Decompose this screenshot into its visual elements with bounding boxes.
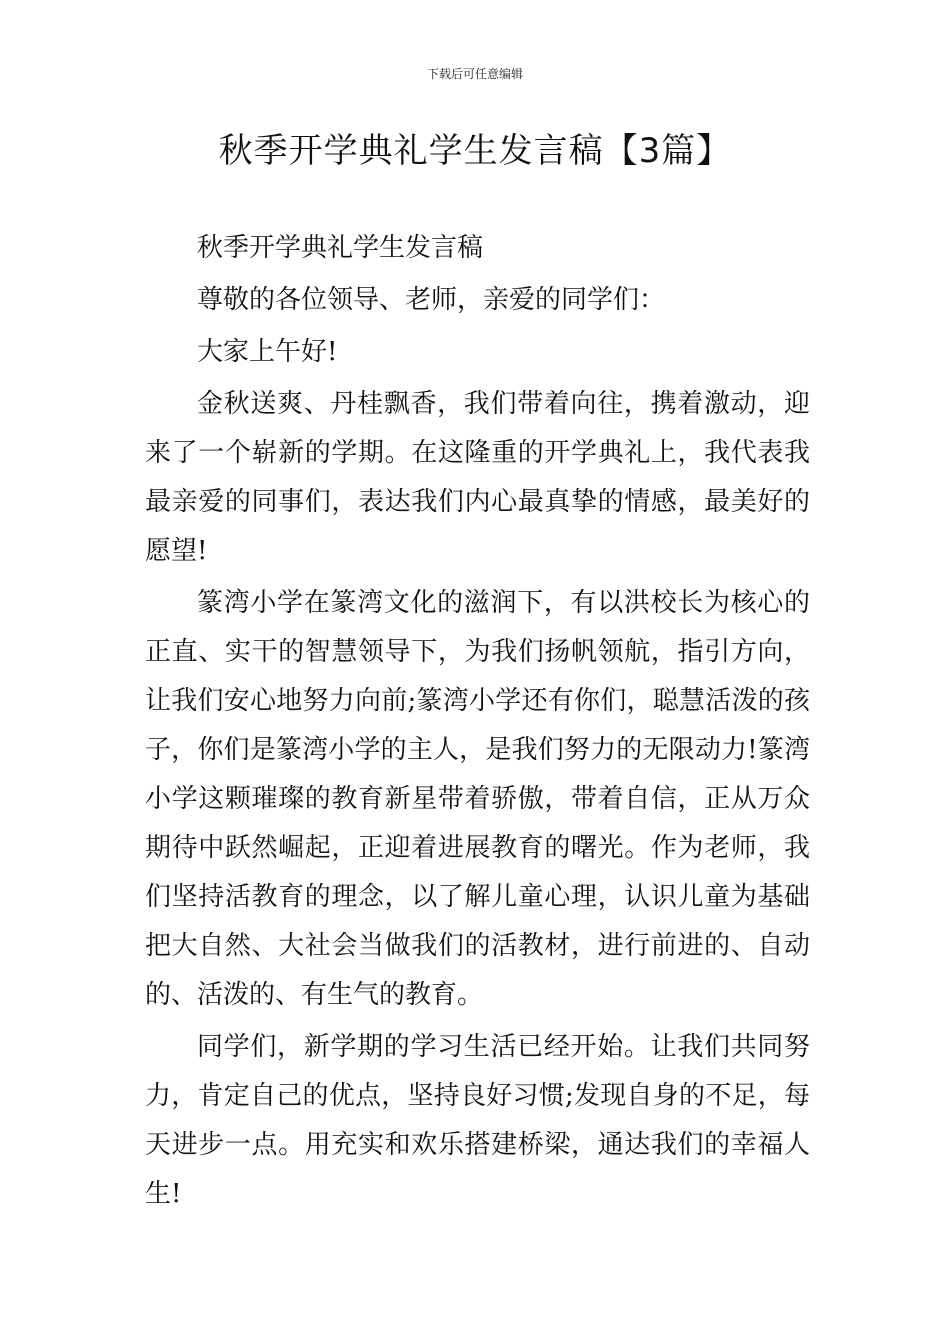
document-body [145, 224, 810, 1222]
document-title: 秋季开学典礼学生发言稿【3篇】 [218, 131, 732, 171]
paragraph-greeting: 大家上午好! [197, 337, 338, 367]
paragraph-school: 篆湾小学在篆湾文化的滋润下，有以洪校长为核心的正直、实干的智慧领导下，为我们扬帆领航，指引方向，让我们安心地努力向前;篆湾小学还有你们，聪慧活泼的孩子，你们是篆湾小学的主人，是我们努力的无限动力!篆湾小学这颗璀璨的教育新星带着骄傲，带着自信，正从万众期待中跃然崛起，正迎着进展教育的曙光。作为老师，我们坚持活教育的理念，以了解儿童心理，认识儿童为基础把大自然、大社会当做我们的活教材，进行前进的、自动的、活泼的、有生气的教育。 [145, 588, 810, 1010]
paragraph-opening: 金秋送爽、丹桂飘香，我们带着向往，携着激动，迎来了一个崭新的学期。在这隆重的开学典礼上，我代表我最亲爱的同事们，表达我们内心最真挚的情感，最美好的愿望! [145, 389, 810, 566]
header-note: 下载后可任意编辑 [426, 67, 523, 81]
paragraph-closing: 同学们，新学期的学习生活已经开始。让我们共同努力，肯定自己的优点，坚持良好习惯;发现自身的不足，每天进步一点。用充实和欢乐搭建桥梁，通达我们的幸福人生! [145, 1032, 810, 1209]
paragraph-subtitle: 秋季开学典礼学生发言稿 [197, 233, 484, 263]
paragraph-salutation: 尊敬的各位领导、老师，亲爱的同学们： [197, 285, 666, 315]
